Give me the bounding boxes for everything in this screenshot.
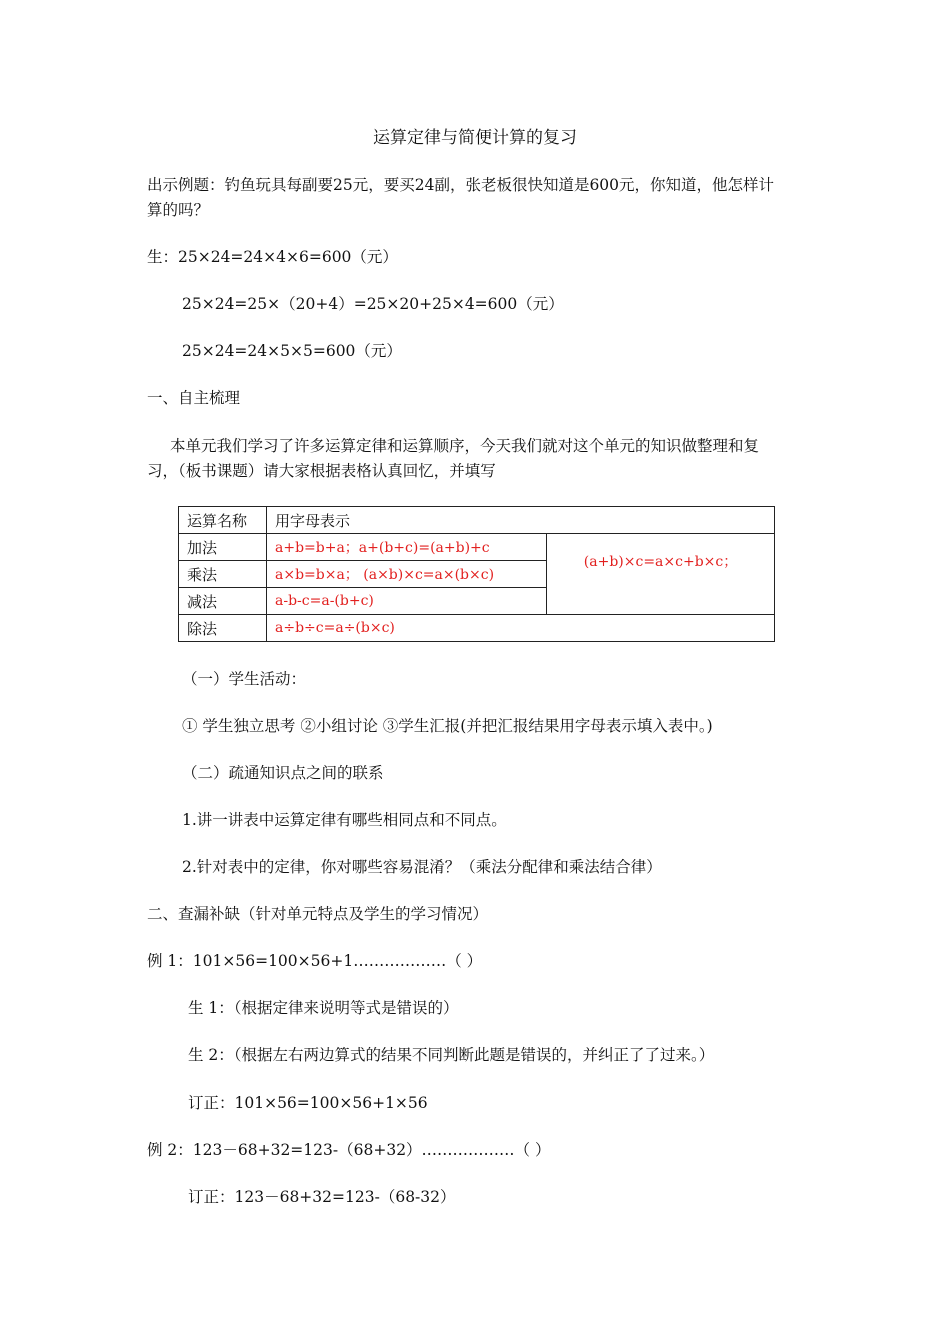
intro-line-2: 算的吗？: [147, 201, 210, 219]
empty-cell: [547, 588, 775, 615]
document-title: 运算定律与简便计算的复习: [373, 128, 577, 148]
row-formula-division: a÷b÷c=a÷(b×c): [267, 615, 775, 642]
header-letter-form: 用字母表示: [267, 507, 775, 534]
connect-heading: （二）疏通知识点之间的联系: [182, 764, 384, 782]
table-row: [179, 534, 775, 561]
section2-heading: 二、查漏补缺（针对单元特点及学生的学习情况）: [147, 905, 489, 923]
student-2-response: 生 2：（根据左右两边算式的结果不同判断此题是错误的，并纠正了了过来。）: [188, 1046, 715, 1064]
row-name-multiplication: 乘法: [179, 561, 267, 588]
laws-table: [178, 506, 775, 642]
student-answer-3: 25×24=24×5×5=600（元）: [182, 342, 402, 360]
row-formula-subtraction: a-b-c=a-(b+c): [267, 588, 547, 615]
section1-para-line-2: 习，（板书课题）请大家根据表格认真回忆，并填写: [147, 462, 496, 480]
connect-item-2: 2.针对表中的定律，你对哪些容易混淆？（乘法分配律和乘法结合律）: [182, 858, 662, 876]
table-header-row: [179, 507, 775, 534]
table-row: [179, 615, 775, 642]
merged-distributive-formula: (a+b)×c=a×c+b×c；: [547, 534, 775, 588]
activity-steps: ① 学生独立思考 ②小组讨论 ③学生汇报(并把汇报结果用字母表示填入表中。): [182, 717, 713, 735]
row-name-subtraction: 减法: [179, 588, 267, 615]
intro-line-1: 出示例题：钓鱼玩具每副要25元，要买24副，张老板很快知道是600元，你知道，他怎样计: [147, 176, 775, 194]
student-answer-1: 生：25×24=24×4×6=600（元）: [147, 248, 398, 266]
row-formula-addition: a+b=b+a；a+(b+c)=(a+b)+c: [267, 534, 547, 561]
table-row: [179, 588, 775, 615]
row-name-division: 除法: [179, 615, 267, 642]
header-op-name: 运算名称: [179, 507, 267, 534]
student-1-response: 生 1：（根据定律来说明等式是错误的）: [188, 999, 459, 1017]
example-1: 例 1：101×56=100×56+1………………（ ）: [147, 952, 483, 970]
activity-heading: （一）学生活动：: [182, 670, 307, 688]
example-2: 例 2：123－68+32=123-（68+32）………………（ ）: [147, 1141, 551, 1159]
student-answer-2: 25×24=25×（20+4）=25×20+25×4=600（元）: [182, 295, 564, 313]
section1-para-line-1: 本单元我们学习了许多运算定律和运算顺序，今天我们就对这个单元的知识做整理和复: [170, 437, 760, 455]
section1-heading: 一、自主梳理: [147, 389, 241, 407]
correction-1: 订正：101×56=100×56+1×56: [188, 1094, 428, 1112]
correction-2: 订正：123－68+32=123-（68-32）: [188, 1188, 456, 1206]
row-formula-multiplication: a×b=b×a； (a×b)×c=a×(b×c): [267, 561, 547, 588]
row-name-addition: 加法: [179, 534, 267, 561]
connect-item-1: 1.讲一讲表中运算定律有哪些相同点和不同点。: [182, 811, 507, 829]
